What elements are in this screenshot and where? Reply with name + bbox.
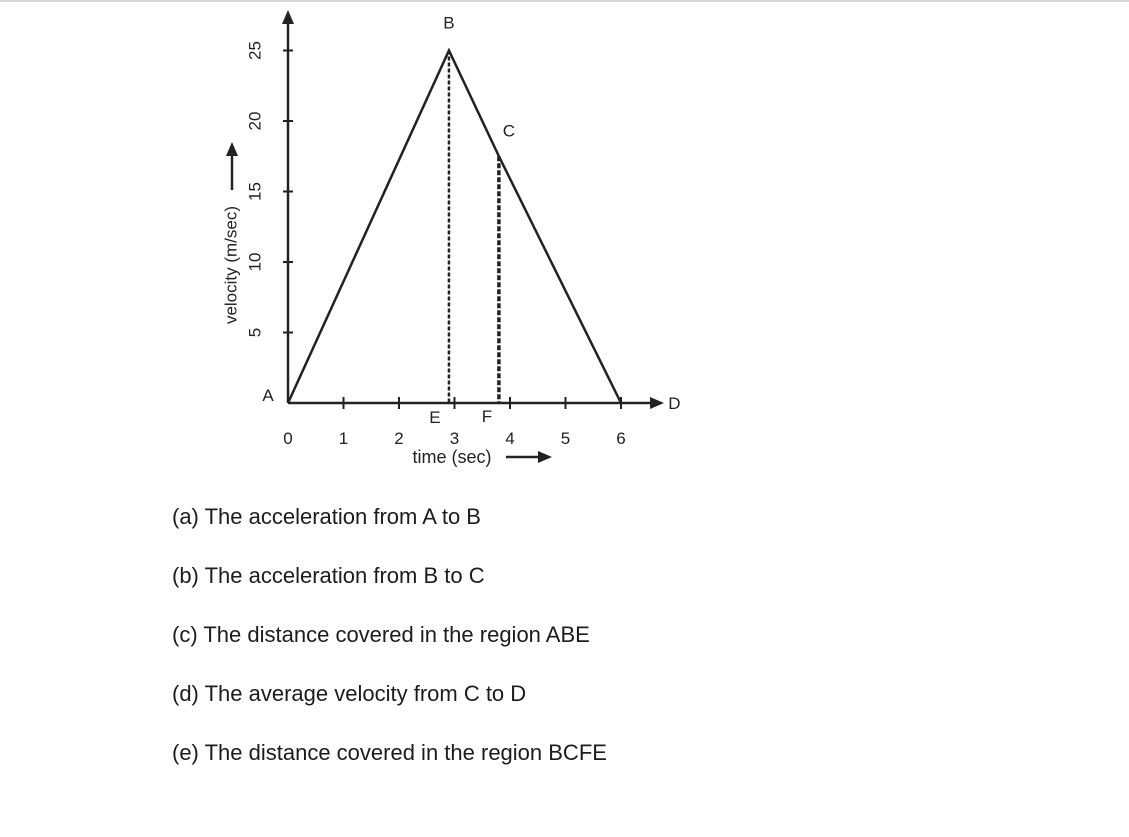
x-axis-label: time (sec) [412, 447, 492, 467]
x-tick-label: 4 [505, 429, 515, 448]
point-label-e: E [429, 408, 441, 427]
point-label-f: F [481, 407, 493, 426]
x-tick-label: 2 [394, 429, 404, 448]
question-c: (c) The distance covered in the region ABE [172, 622, 590, 647]
question-e: (e) The distance covered in the region BCFE [172, 740, 607, 765]
point-label-d: D [668, 394, 681, 413]
point-label-a: A [262, 386, 274, 405]
y-axis-arrowhead [282, 10, 294, 24]
point-label-b: B [443, 13, 455, 33]
question-b: (b) The acceleration from B to C [172, 563, 485, 588]
x-tick-label: 0 [283, 429, 293, 448]
question-d: (d) The average velocity from C to D [172, 681, 527, 706]
y-tick-label: 10 [245, 252, 265, 272]
y-tick-label: 5 [245, 327, 265, 338]
y-axis-label: velocity (m/sec) [221, 205, 241, 325]
x-tick-label: 1 [338, 429, 349, 448]
question-list [172, 498, 607, 793]
x-tick-label: 6 [616, 429, 626, 448]
y-tick-label: 20 [245, 111, 265, 131]
x-label-arrowhead [538, 451, 552, 463]
y-tick-label: 15 [245, 182, 265, 201]
x-tick-label: 5 [560, 429, 571, 448]
velocity-line [288, 51, 621, 404]
y-label-arrowhead [226, 142, 238, 156]
x-axis-arrowhead [650, 397, 664, 409]
x-tick-label: 3 [449, 429, 460, 448]
point-label-c: C [502, 121, 516, 141]
question-a: (a) The acceleration from A to B [172, 504, 481, 529]
y-tick-label: 25 [245, 41, 265, 60]
